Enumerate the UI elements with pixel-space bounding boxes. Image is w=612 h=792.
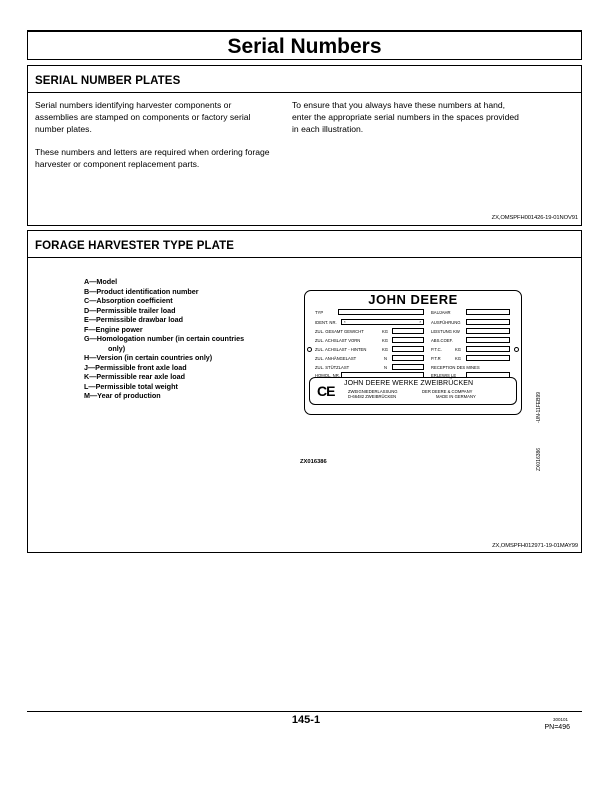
plate-label: ZUL. ANHÄNGELAST <box>315 356 357 361</box>
plate-label: ZUL. ACHSLAST - HINTEN <box>315 347 367 352</box>
plate-field <box>392 364 424 370</box>
legend-item: K—Permissible rear axle load <box>84 372 186 381</box>
plate-unit: KG <box>382 347 389 352</box>
plate-label: ZUL. GESAMT GEWICHT <box>315 329 364 334</box>
plate-field <box>392 355 424 361</box>
ident-field <box>341 319 424 325</box>
plate-field <box>466 346 510 352</box>
legend-item: H—Version (in certain countries only) <box>84 353 213 362</box>
legend-item: C—Absorption coefficient <box>84 296 173 305</box>
plate-field <box>466 319 510 325</box>
plate-label: BAUJAHR <box>431 310 451 315</box>
type-plate-illustration <box>304 290 522 415</box>
plate-unit: KG <box>382 338 389 343</box>
manufacturer-address: D-66482 ZWEIBRÜCKEN <box>348 394 397 399</box>
section-heading: SERIAL NUMBER PLATES <box>35 75 181 87</box>
plate-unit: N <box>384 365 388 370</box>
ident-mark: * <box>344 320 346 325</box>
plate-label: TYP <box>315 310 324 315</box>
legend-item: B—Product identification number <box>84 286 199 296</box>
record-paragraph: To ensure that you always have these numbers at hand, enter the appropriate serial numbers in the spaces provided in each illustration. <box>292 100 519 134</box>
page-title: Serial Numbers <box>227 35 382 58</box>
manufacturer-address: MADE IN GERMANY <box>436 394 476 399</box>
plate-label: LEISTUNG KW <box>431 329 460 334</box>
serial-number-plates-section <box>27 65 582 226</box>
ce-mark-icon: CE <box>317 383 335 399</box>
section-heading: FORAGE HARVESTER TYPE PLATE <box>35 240 235 252</box>
legend-item: M—Year of production <box>84 391 161 400</box>
plate-field <box>392 337 424 343</box>
legend-item: only) <box>108 343 126 353</box>
legend-item: L—Permissible total weight <box>84 381 178 391</box>
mounting-hole-icon <box>514 347 519 352</box>
page-title-box <box>27 30 582 60</box>
footer-divider <box>27 711 582 712</box>
plate-legend <box>84 277 274 401</box>
plate-field <box>338 309 424 315</box>
plate-label: ZUL. STÜTZLAST <box>315 365 350 370</box>
ident-mark: * <box>419 320 421 325</box>
ordering-paragraph: These numbers and letters are required when ordering forage harvester or component replacement parts. <box>35 147 270 169</box>
figure-code: ZX016386 <box>536 447 542 471</box>
legend-item: J—Permissible front axle load <box>84 362 187 372</box>
plate-label: P.T.R <box>431 356 441 361</box>
manufacturer-address: ZWEIGNIEDERLASSUNG <box>348 389 398 394</box>
plate-label: RECEPTION DES MINES <box>431 365 480 370</box>
plate-unit: KG <box>455 356 462 361</box>
footer-date-code: 300101 <box>552 717 568 722</box>
plate-label: P.T.C. <box>431 347 442 352</box>
figure-date-code: -UN-11FEB99 <box>536 391 542 423</box>
legend-item: G—Homologation number (in certain countries <box>84 334 245 343</box>
plate-field <box>466 328 510 334</box>
plate-label: IDENT. NR. <box>315 320 337 325</box>
plate-unit: N <box>384 356 388 361</box>
part-number: PN=496 <box>544 724 570 731</box>
plate-unit: KG <box>382 329 389 334</box>
plate-label: HOMOL. NR. <box>315 373 340 378</box>
plate-field <box>392 328 424 334</box>
plate-field <box>466 355 510 361</box>
section-divider <box>28 257 581 258</box>
legend-item: A—Model <box>84 277 118 286</box>
intro-paragraph: Serial numbers identifying harvester components or assemblies are stamped on components or factory serial number plates. <box>35 100 251 134</box>
legend-item: D—Permissible trailer load <box>84 305 176 315</box>
page-number: 145-1 <box>291 714 321 726</box>
reference-code: ZX,OMSPFH001426-19-01NOV91 <box>491 215 578 221</box>
reference-code: ZX,OMSPFH012971-19-01MAY99 <box>492 543 578 549</box>
mounting-hole-icon <box>307 347 312 352</box>
manufacturer-panel <box>309 377 517 405</box>
plate-label: AUSFÜHRUNG <box>431 320 461 325</box>
manufacturer-name: JOHN DEERE WERKE ZWEIBRÜCKEN <box>344 380 474 387</box>
type-plate-section <box>27 230 582 553</box>
plate-field <box>466 337 510 343</box>
brand-logo: JOHN DEERE <box>368 292 458 307</box>
plate-label: ABS.COEF. <box>431 338 453 343</box>
section-divider <box>28 92 581 93</box>
manufacturer-address: DER DEERE & COMPANY <box>422 389 473 394</box>
legend-item: E—Permissible drawbar load <box>84 315 184 324</box>
plate-field <box>392 346 424 352</box>
plate-label: ZUL. ACHSLAST VORN <box>315 338 361 343</box>
figure-id: ZX016386 <box>300 459 327 465</box>
legend-item: F—Engine power <box>84 324 143 334</box>
plate-unit: KG <box>455 347 462 352</box>
plate-field <box>466 309 510 315</box>
plate-label: ERLEWIS LE <box>431 373 457 378</box>
